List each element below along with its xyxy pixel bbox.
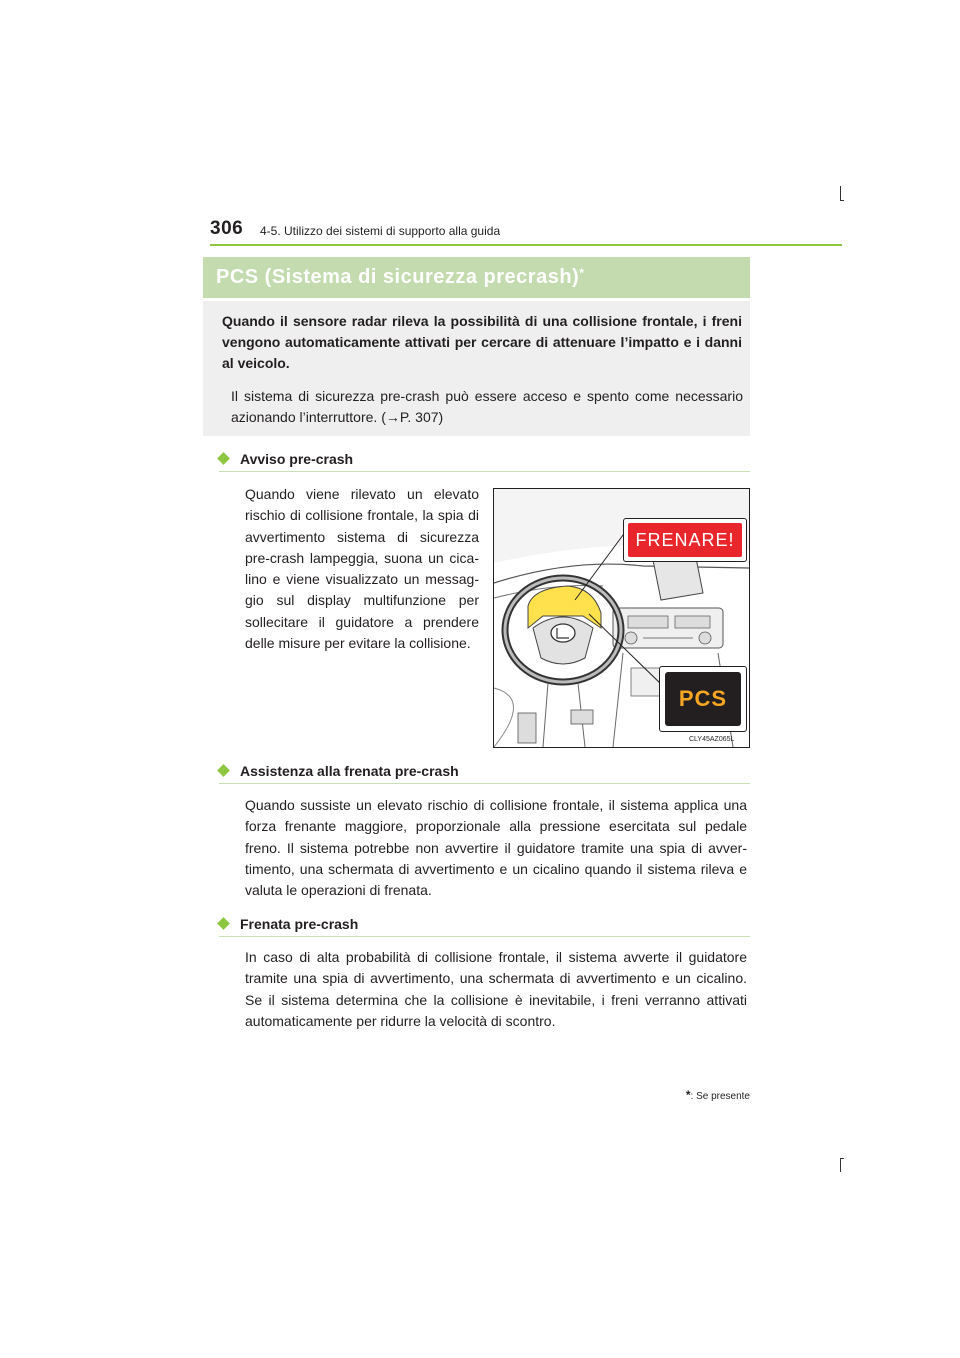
crop-mark-bottom-foot xyxy=(840,1158,844,1159)
section-title: 4-5. Utilizzo dei sistemi di supporto alla guida xyxy=(260,224,501,238)
crop-mark-top-foot xyxy=(840,200,844,201)
section-body-avviso: Quando viene rilevato un elevato rischio di collisione frontale, la spia di avvertimento sistema di sicurezza pre-crash lampeggia, suona un cica-lino e viene visualizzato un messag-gio sul display multifunzione per sollecitare il guidatore a prendere delle misure per evitare la collisione. xyxy=(245,486,479,652)
dashboard-figure xyxy=(493,488,750,748)
section-heading-avviso: Avviso pre-crash xyxy=(219,451,353,467)
page-title: PCS (Sistema di sicurezza precrash)* xyxy=(216,266,585,288)
section-heading-assistenza: Assistenza alla frenata pre-crash xyxy=(219,763,459,779)
display-callout xyxy=(623,518,747,562)
footnote xyxy=(660,1088,750,1102)
display-message-text: FRENARE! xyxy=(635,529,735,550)
intro-note: Il sistema di sicurezza pre-crash può essere acceso e spento come necessario azionando l’interruttore. (→P. 307) xyxy=(231,388,743,425)
indicator-callout xyxy=(659,666,747,732)
title-footnote-marker: * xyxy=(579,266,585,280)
crop-mark-top xyxy=(840,186,841,200)
section-body-assistenza: Quando sussiste un elevato rischio di collisione frontale, il sistema applica una forza frenante maggiore, proporzionale alla pressione esercitata sul pedale freno. Il sistema potrebbe non avvertire il guidatore tramite una spia di avver-timento, una schermata di avvertimento e un cicalino quando il sistema rileva e valuta le operazioni di frenata. xyxy=(245,797,747,899)
intro-box xyxy=(203,301,750,436)
footnote-text: : Se presente xyxy=(690,1091,750,1102)
pcs-warning-light-icon xyxy=(665,672,741,726)
diamond-bullet-icon xyxy=(217,764,230,777)
diamond-bullet-icon xyxy=(217,917,230,930)
section-rule xyxy=(219,471,750,472)
title-bar xyxy=(203,257,750,298)
section-rule xyxy=(219,936,750,937)
section-heading-frenata: Frenata pre-crash xyxy=(219,916,358,932)
intro-summary: Quando il sensore radar rileva la possibilità di una collisione frontale, i freni vengono automaticamente attivati per cercare di attenuare l’impatto e i danni al veicolo. xyxy=(222,313,742,371)
header-rule xyxy=(210,244,842,246)
display-message-screen xyxy=(628,523,742,557)
diamond-bullet-icon xyxy=(217,452,230,465)
figure-code: CLY45AZ065L xyxy=(689,736,735,743)
pcs-indicator-label: PCS xyxy=(678,686,728,711)
section-rule xyxy=(219,783,750,784)
section-body-frenata: In caso di alta probabilità di collisione frontale, il sistema avverte il guidatore tramite una spia di avvertimento, una schermata di avvertimento e un cicalino. Se il sistema determina che la collisione è inevitabile, i freni verranno attivati automaticamente per ridurre la velocità di scontro. xyxy=(245,949,747,1029)
footnote-marker: * xyxy=(685,1088,691,1102)
page-number: 306 xyxy=(210,218,244,239)
crop-mark-bottom xyxy=(840,1158,841,1172)
